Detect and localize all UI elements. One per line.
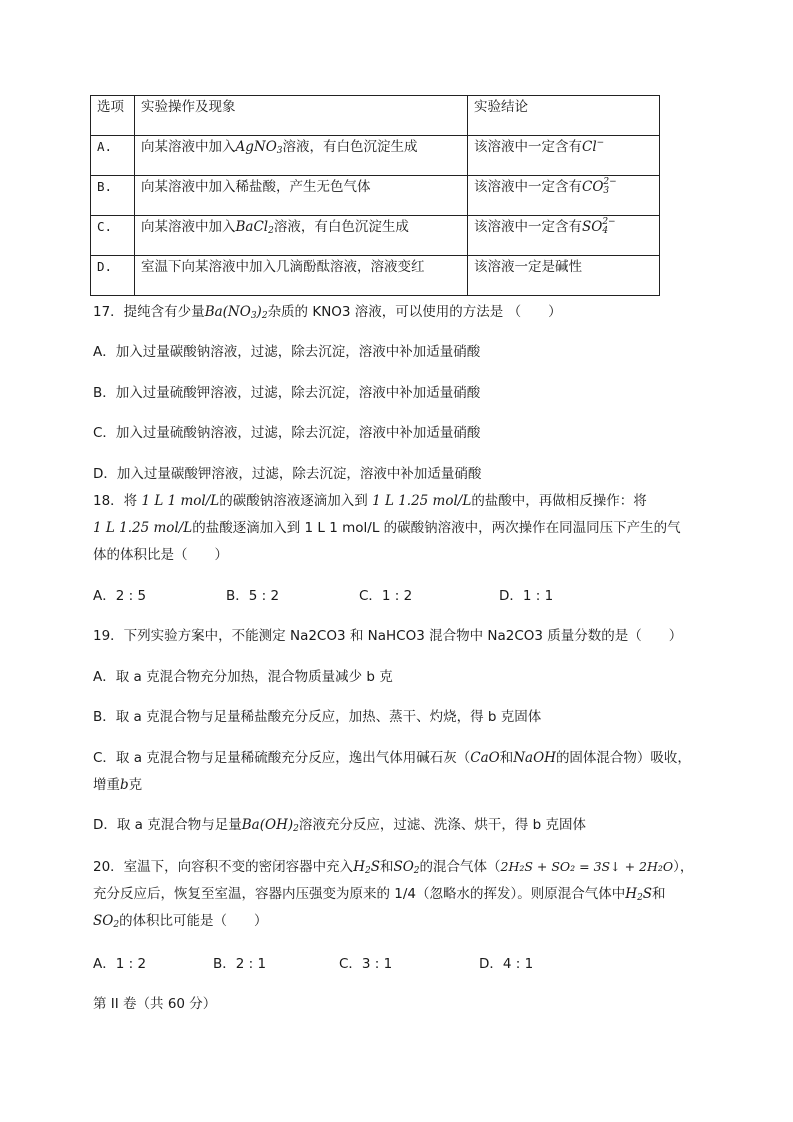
formula: Ba(OH) (241, 817, 294, 833)
experiment-table (90, 95, 660, 296)
formula: Ba(NO (204, 304, 251, 320)
formula: S (642, 886, 653, 902)
quantity: 1 L 1 mol/L (141, 493, 220, 509)
stem-text: 充分反应后，恢复至室温，容器内压强变为原来的 1/4（忽略水的挥发）。则原混合气体中 (93, 886, 626, 902)
option-b: B．2 : 1 (213, 956, 267, 972)
option-a: A．2 : 5 (93, 588, 147, 604)
formula: CaO (470, 750, 500, 766)
table-row (91, 256, 660, 296)
stem-text: 杂质的 KNO3 溶液，可以使用的方法是 （ ） (267, 304, 562, 320)
question-18-line-1 (93, 491, 647, 511)
option-d: D．1 : 1 (499, 588, 554, 604)
conclusion-cell (468, 136, 660, 176)
question-17-option-d: D．加入过量碳酸钾溶液，过滤，除去沉淀，溶液中补加适量硝酸 (93, 466, 482, 482)
question-20-line-2 (93, 884, 666, 904)
cell-text: 向某溶液中加入稀盐酸，产生无色气体 (141, 179, 371, 195)
formula: AgNO (235, 139, 277, 155)
question-17-option-a: A．加入过量碳酸钠溶液，过滤，除去沉淀，溶液中补加适量硝酸 (93, 344, 481, 360)
option-b: B．5 : 2 (226, 588, 280, 604)
stem-text: 和 (499, 750, 514, 766)
formula-sup: 2− (602, 217, 616, 227)
table-header-cell: 实验结论 (468, 96, 660, 136)
operation-cell (135, 176, 468, 216)
conclusion-cell (468, 216, 660, 256)
question-18-line-2 (93, 518, 681, 538)
question-19-option-c (93, 748, 691, 768)
stem-text: 17．提纯含有少量 (93, 304, 205, 320)
question-19-option-c-cont (93, 775, 142, 795)
section-heading: 第 II 卷（共 60 分） (93, 996, 217, 1012)
option-c: C．1 : 2 (359, 588, 413, 604)
formula: Cl (582, 139, 597, 155)
formula-charge (603, 178, 616, 196)
question-17-stem (93, 302, 562, 322)
table-row (91, 136, 660, 176)
question-18-options (93, 586, 553, 606)
operation-cell (135, 136, 468, 176)
question-20-options (93, 954, 533, 974)
question-19-stem: 19．下列实验方案中，不能测定 Na2CO3 和 NaHCO3 混合物中 Na2CO3 质量分数的是（ ） (93, 628, 683, 644)
formula-sub: 2 (261, 311, 268, 321)
cell-text: 溶液，有白色沉淀生成 (273, 219, 409, 235)
formula-sub: 2 (268, 226, 274, 236)
stem-text: 溶液充分反应，过滤、洗涤、烘干，得 b 克固体 (298, 817, 586, 833)
quantity: 1 L 1.25 mol/L (372, 493, 472, 509)
formula-sub: 2 (364, 866, 371, 876)
stem-text: 的体积比可能是（ ） (119, 913, 268, 929)
question-20-line-3 (93, 911, 268, 931)
question-19-option-b: B．取 a 克混合物与足量稀盐酸充分反应，加热、蒸干、灼烧，得 b 克固体 (93, 709, 542, 725)
stem-text: 增重 (93, 777, 120, 793)
stem-text: 和 (652, 886, 666, 902)
cell-text: 该溶液中一定含有 (474, 139, 582, 155)
quantity: 1 L 1.25 mol/L (93, 520, 193, 536)
formula: H (353, 859, 365, 875)
option-c: C．3 : 1 (339, 956, 393, 972)
formula-sub: 3 (276, 146, 283, 156)
stem-text: 的混合气体（ (419, 859, 501, 875)
option-label: B. (91, 176, 135, 216)
stem-text: 18．将 (93, 493, 142, 509)
cell-text: 该溶液一定是碱性 (474, 259, 582, 275)
formula-sup: − (596, 138, 605, 148)
cell-text: 向某溶液中加入 (141, 139, 236, 155)
formula-sub: 2 (637, 893, 643, 903)
formula: SO (582, 219, 603, 235)
conclusion-cell (468, 256, 660, 296)
formula-sub: 2 (413, 866, 420, 876)
formula-sub: 4 (602, 226, 609, 236)
table-header-cell: 实验操作及现象 (135, 96, 468, 136)
reaction-equation: 2H₂S + SO₂ = 3S↓ + 2H₂O (500, 859, 674, 874)
formula: CO (582, 179, 604, 195)
formula-sup: 2− (603, 177, 617, 187)
question-17-option-b: B．加入过量硫酸钾溶液，过滤，除去沉淀，溶液中补加适量硝酸 (93, 385, 481, 401)
option-a: A．1 : 2 (93, 956, 147, 972)
option-label: D. (91, 256, 135, 296)
table-header-row (91, 96, 660, 136)
formula: SO (393, 859, 414, 875)
formula-sub: 3 (603, 186, 610, 196)
cell-text: 室温下向某溶液中加入几滴酚酞溶液，溶液变红 (141, 259, 425, 275)
stem-text: C．取 a 克混合物与足量稀硫酸充分反应，逸出气体用碱石灰（ (93, 750, 471, 766)
formula: BaCl (235, 219, 269, 235)
formula-charge (602, 218, 615, 236)
stem-text: 20．室温下，向容积不变的密闭容器中充入 (93, 859, 354, 875)
formula: H (625, 886, 638, 902)
stem-text: 的碳酸钠溶液逐滴加入到 (219, 493, 373, 509)
question-19-option-d (93, 815, 586, 835)
cell-text: 该溶液中一定含有 (474, 219, 582, 235)
cell-text: 向某溶液中加入 (141, 219, 236, 235)
option-label: A. (91, 136, 135, 176)
formula-sub: 2 (113, 920, 120, 930)
table-header-cell: 选项 (91, 96, 135, 136)
cell-text: 该溶液中一定含有 (474, 179, 582, 195)
question-19-option-a: A．取 a 克混合物充分加热，混合物质量减少 b 克 (93, 669, 393, 685)
formula: S (370, 859, 380, 875)
stem-text: 的盐酸逐滴加入到 1 L 1 mol/L 的碳酸钠溶液中，两次操作在同温同压下产生的气 (192, 520, 681, 536)
stem-text: 克 (128, 777, 143, 793)
stem-text: 的固体混合物）吸收， (555, 750, 691, 766)
formula: NaOH (513, 750, 556, 766)
option-d: D．4 : 1 (479, 956, 534, 972)
question-17-option-c: C．加入过量硫酸钠溶液，过滤，除去沉淀，溶液中补加适量硝酸 (93, 425, 481, 441)
stem-text: 的盐酸中，再做相反操作：将 (471, 493, 647, 509)
stem-text: D．取 a 克混合物与足量 (93, 817, 242, 833)
conclusion-cell (468, 176, 660, 216)
formula-sub: 3 (250, 311, 257, 321)
question-18-line-3: 体的体积比是（ ） (93, 547, 228, 563)
variable: b (120, 777, 129, 793)
cell-text: 溶液，有白色沉淀生成 (282, 139, 418, 155)
question-20-line-1 (93, 857, 693, 877)
option-label: C. (91, 216, 135, 256)
operation-cell (135, 216, 468, 256)
formula: ) (256, 304, 262, 320)
table-row (91, 216, 660, 256)
stem-text: 和 (379, 859, 394, 875)
table-row (91, 176, 660, 216)
stem-text: ）， (673, 859, 694, 875)
formula-sub: 2 (293, 824, 299, 834)
operation-cell (135, 256, 468, 296)
formula: SO (93, 913, 114, 929)
